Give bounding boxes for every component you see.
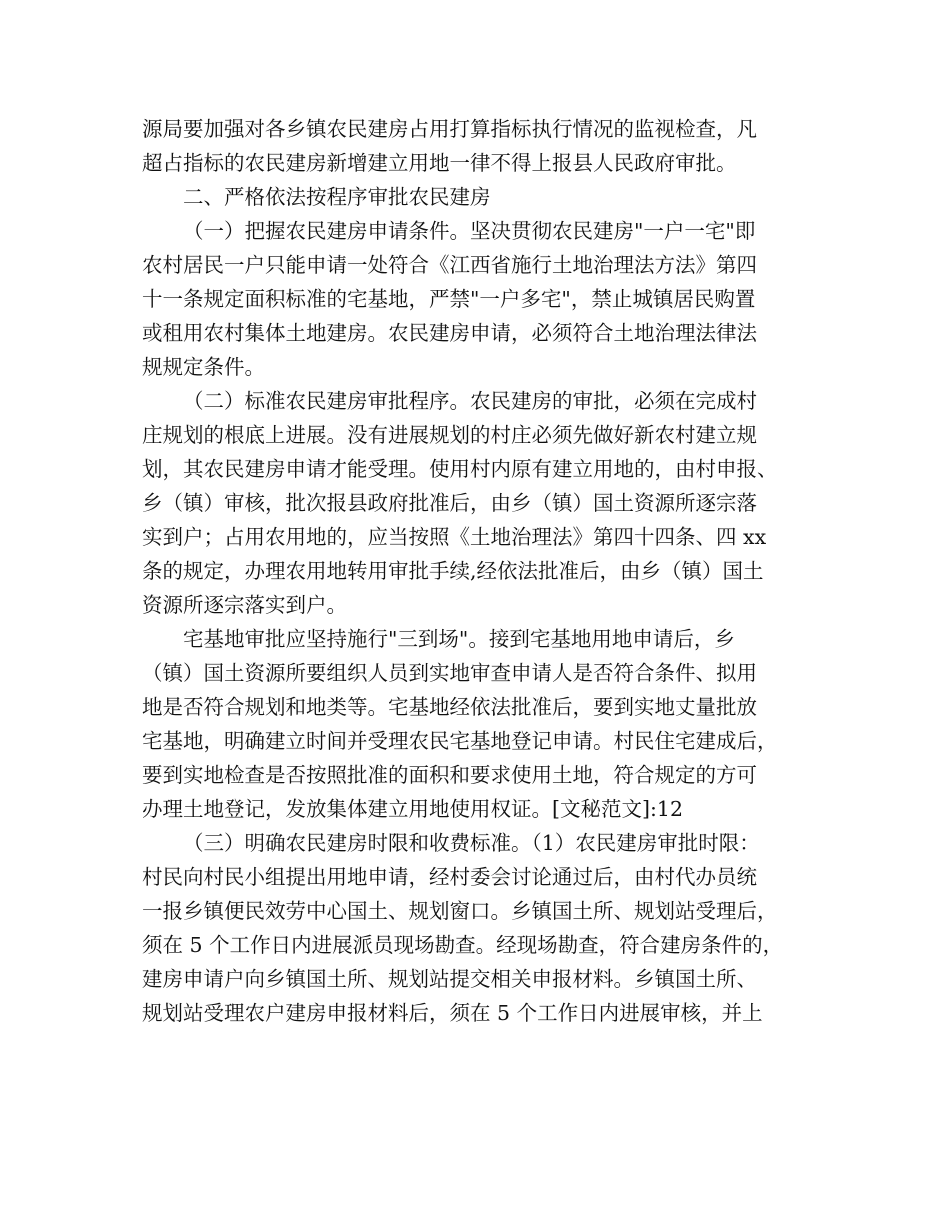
text-line: 一报乡镇便民效劳中心国土、规划窗口。乡镇国土所、规划站受理后， bbox=[142, 899, 778, 923]
text-line: 地是否符合规划和地类等。宅基地经依法批准后，要到实地丈量批放 bbox=[142, 695, 757, 719]
document-body bbox=[142, 112, 814, 1030]
text-line: 超占指标的农民建房新增建立用地一律不得上报县人民政府审批。 bbox=[142, 151, 737, 175]
text-line: 乡（镇）审核，批次报县政府批准后，由乡（镇）国土资源所逐宗落 bbox=[142, 491, 757, 515]
text-line: 宅基地，明确建立时间并受理农民宅基地登记申请。村民住宅建成后， bbox=[142, 729, 778, 753]
text-line: 建房申请户向乡镇国土所、规划站提交相关申报材料。乡镇国土所、 bbox=[142, 967, 757, 991]
text-line: 实到户；占用农用地的，应当按照《土地治理法》第四十四条、四 xx bbox=[142, 525, 767, 549]
text-line: 须在 5 个工作日内进展派员现场勘查。经现场勘查，符合建房条件的， bbox=[142, 933, 784, 957]
text-line: （一）把握农民建房申请条件。坚决贯彻农民建房"一户一宅"即 bbox=[183, 219, 756, 243]
text-line: （二）标准农民建房审批程序。农民建房的审批，必须在完成村 bbox=[183, 389, 757, 413]
text-line: 规划站受理农户建房申报材料后，须在 5 个工作日内进展审核，并上 bbox=[142, 1001, 763, 1025]
text-line: （镇）国土资源所要组织人员到实地审查申请人是否符合条件、拟用 bbox=[142, 661, 757, 685]
text-line: 条的规定，办理农用地转用审批手续,经依法批准后，由乡（镇）国土 bbox=[142, 559, 764, 583]
text-line: 二、严格依法按程序审批农民建房 bbox=[183, 185, 491, 209]
text-line: 农村居民一户只能申请一处符合《江西省施行土地治理法方法》第四 bbox=[142, 253, 757, 277]
text-line: 规规定条件。 bbox=[142, 355, 265, 379]
text-line: 要到实地检查是否按照批准的面积和要求使用土地，符合规定的方可 bbox=[142, 763, 757, 787]
text-line: 划，其农民建房申请才能受理。使用村内原有建立用地的，由村申报、 bbox=[142, 457, 778, 481]
text-line: 或租用农村集体土地建房。农民建房申请，必须符合土地治理法律法 bbox=[142, 321, 757, 345]
text-line: 十一条规定面积标准的宅基地，严禁"一户多宅"，禁止城镇居民购置 bbox=[142, 287, 756, 311]
text-line: 办理土地登记，发放集体建立用地使用权证。[文秘范文]:12 bbox=[142, 797, 683, 821]
text-line: 庄规划的根底上进展。没有进展规划的村庄必须先做好新农村建立规 bbox=[142, 423, 757, 447]
text-line: 源局要加强对各乡镇农民建房占用打算指标执行情况的监视检查，凡 bbox=[142, 117, 757, 141]
text-line: （三）明确农民建房时限和收费标准。（1）农民建房审批时限： bbox=[183, 831, 760, 855]
text-line: 村民向村民小组提出用地申请，经村委会讨论通过后，由村代办员统 bbox=[142, 865, 757, 889]
text-line: 宅基地审批应坚持施行"三到场"。接到宅基地用地申请后，乡 bbox=[183, 627, 735, 651]
text-line: 资源所逐宗落实到户。 bbox=[142, 593, 347, 617]
